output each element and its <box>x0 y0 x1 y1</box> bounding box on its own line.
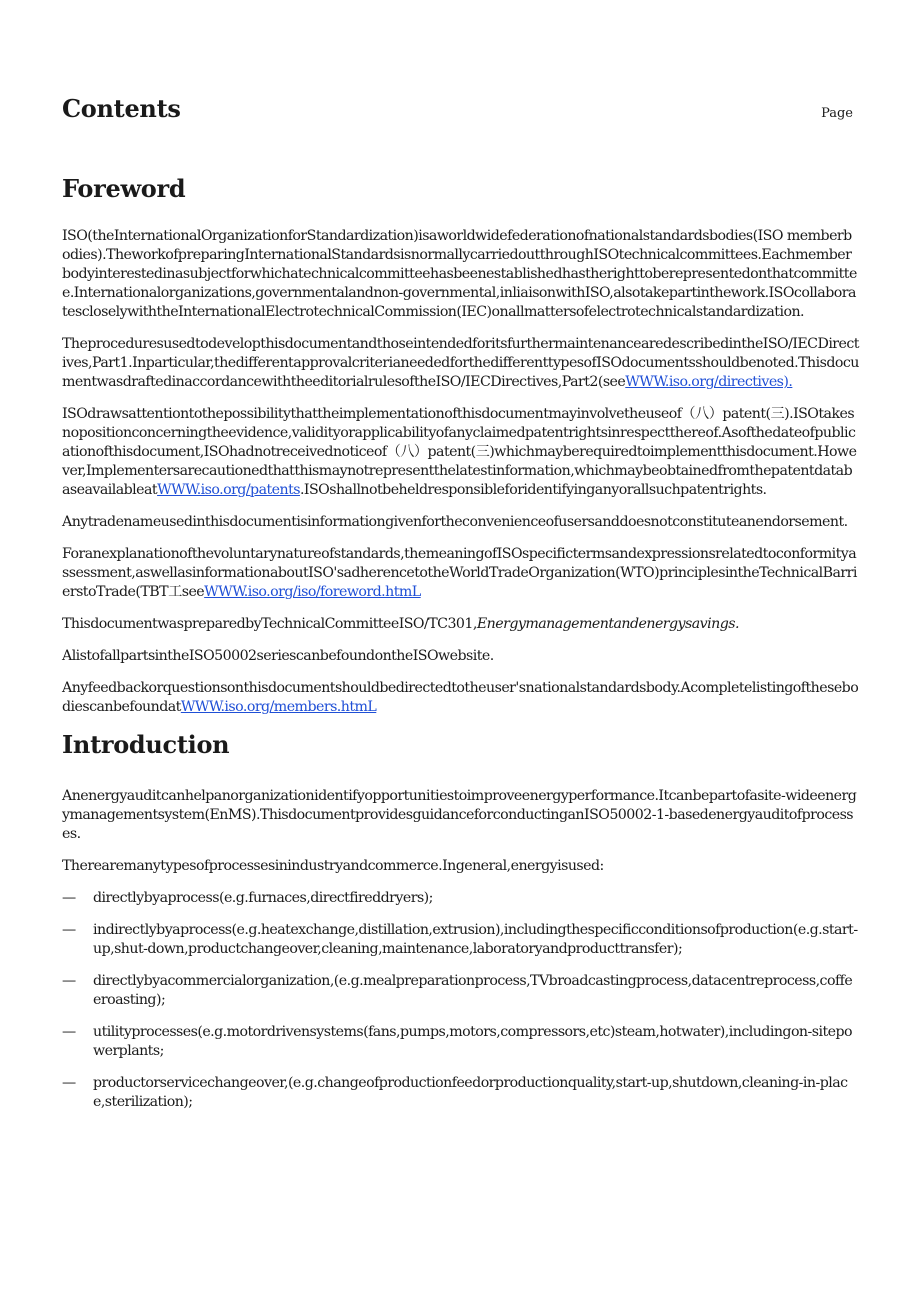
foreword-paragraph-5 <box>62 545 859 602</box>
list-item-text: directlybyaprocess(e.g.furnaces,directfireddryers); <box>93 890 433 906</box>
foreword-paragraph-8 <box>62 679 859 717</box>
dash-bullet: — <box>62 890 76 906</box>
list-item <box>62 889 859 908</box>
paragraph-text: ThisdocumentwaspreparedbyTechnicalCommitteeISO/TC301, <box>62 616 477 632</box>
directives-link[interactable]: WWW.iso.org/directives). <box>625 374 793 390</box>
foreword-paragraph-2 <box>62 335 859 392</box>
energy-use-list <box>62 889 859 1112</box>
foreword-paragraph-7: AlistofallpartsintheISO50002seriescanbefoundontheISOwebsite. <box>62 648 494 664</box>
dash-bullet: — <box>62 1024 76 1040</box>
paragraph-text: .ISOshallnotbeheldresponsibleforidentifyinganyorallsuchpatentrights. <box>299 482 767 498</box>
contents-title: Contents <box>62 94 181 123</box>
list-item <box>62 1074 859 1112</box>
introduction-paragraph-2: Therearemanytypesofprocessesinindustryandcommerce.Ingeneral,energyisused: <box>62 858 604 874</box>
page-column-label: Page <box>821 106 853 121</box>
foreword-paragraph-3 <box>62 405 859 500</box>
dash-bullet: — <box>62 973 76 989</box>
introduction-title: Introduction <box>62 730 230 759</box>
document-page <box>62 94 859 1125</box>
introduction-paragraph-1: Anenergyauditcanhelpanorganizationidentifyopportunitiestoimproveenergyperformance.Itcanbepartofasite-wideenergymanagementsystem(EnMS).ThisdocumentprovidesguidanceforconductinganISO50002-1-basedenergyauditofprocesses. <box>62 788 857 842</box>
list-item-text: utilityprocesses(e.g.motordrivensystems(fans,pumps,motors,compressors,etc)steam,hotwater),includingon-sitepowerplants; <box>93 1024 853 1059</box>
foreword-link[interactable]: WWW.iso.org/iso/foreword.htmL <box>204 584 421 600</box>
paragraph-text: ISOdrawsattentiontothepossibilitythattheimplementationofthisdocumentmayinvolvetheuseof（八）patent(三).ISOtakesnopositionconcerningtheevidence,validityorapplicabilityofanyclaimedpatentrightsinrespectthereof.Asofthedateofpublicationofthisdocument,ISOhadnotreceivednoticeof（八）patent(三)whichmayberequiredtoimplementthisdocument.However,Implementersarecautionedthatthismaynotrepresentthelatestinformation,whichmaybeobtainedfromthepatentdatabaseavailableat <box>62 406 857 498</box>
paragraph-text: Anyfeedbackorquestionsonthisdocumentshouldbedirectedtotheuser'snationalstandardsbody.Acompletelistingofthesebodiescanbefoundat <box>62 680 859 715</box>
contents-header <box>62 94 859 130</box>
list-item <box>62 921 859 959</box>
foreword-body <box>62 227 859 717</box>
dash-bullet: — <box>62 1075 76 1091</box>
foreword-paragraph-6 <box>62 615 859 634</box>
list-item-text: indirectlybyaprocess(e.g.heatexchange,distillation,extrusion),includingthespecificconditionsofproduction(e.g.start-up,shut-down,productchangeover,cleaning,maintenance,laboratoryandproducttransfer); <box>93 922 858 957</box>
list-item <box>62 972 859 1010</box>
paragraph-text: TheproceduresusedtodevelopthisdocumentandthoseintendedforitsfurthermaintenancearedescribedintheISO/IECDirectives,Part1.Inparticular,thedifferentapprovalcriterianeededforthedifferenttypesofISOdocumentsshouldbenoted.ThisdocumentwasdraftedinaccordancewiththeeditorialrulesoftheISO/IECDirectives,Part2(see <box>62 336 859 390</box>
committee-title: Energymanagementandenergysavings. <box>476 616 739 632</box>
foreword-paragraph-4: Anytradenameusedinthisdocumentisinformationgivenfortheconvenienceofusersanddoesnotconstituteanendorsement. <box>62 514 848 530</box>
list-item-text: productorservicechangeover,(e.g.changeofproductionfeedorproductionquality,start-up,shutdown,cleaning-in-place,sterilization); <box>93 1075 848 1110</box>
dash-bullet: — <box>62 922 76 938</box>
introduction-body <box>62 787 859 1112</box>
list-item <box>62 1023 859 1061</box>
patents-link[interactable]: WWW.iso.org/patents <box>157 482 300 498</box>
members-link[interactable]: WWW.iso.org/members.htmL <box>180 699 377 715</box>
paragraph-text: Foranexplanationofthevoluntarynatureofstandards,themeaningofISOspecifictermsandexpressionsrelatedtoconformityassessment,aswellasinformationaboutISO'sadherencetotheWorldTradeOrganization(WTO)principlesintheTechnicalBarrierstoTrade(TBT工see <box>62 546 857 600</box>
foreword-paragraph-1: ISO(theInternationalOrganizationforStandardization)isaworldwidefederationofnationalstandardsbodies(ISO memberbodies).TheworkofpreparingInternationalStandardsisnormallycarriedoutthroughISOtechnicalcommittees.Eachmemberbodyinterestedinasubjectforwhichatechnicalcommitteehasbeenestablishedhastherighttoberepresentedonthatcommittee.Internationalorganizations,governmentalandnon-governmental,inliaisonwithISO,alsotakepartinthework.ISOcollaboratescloselywiththeInternationalElectrotechnicalCommission(IEC)onallmattersofelectrotechnicalstandardization. <box>62 228 857 320</box>
foreword-title: Foreword <box>62 174 186 203</box>
list-item-text: directlybyacommercialorganization,(e.g.mealpreparationprocess,TVbroadcastingprocess,datacentreprocess,coffeeroasting); <box>93 973 853 1008</box>
